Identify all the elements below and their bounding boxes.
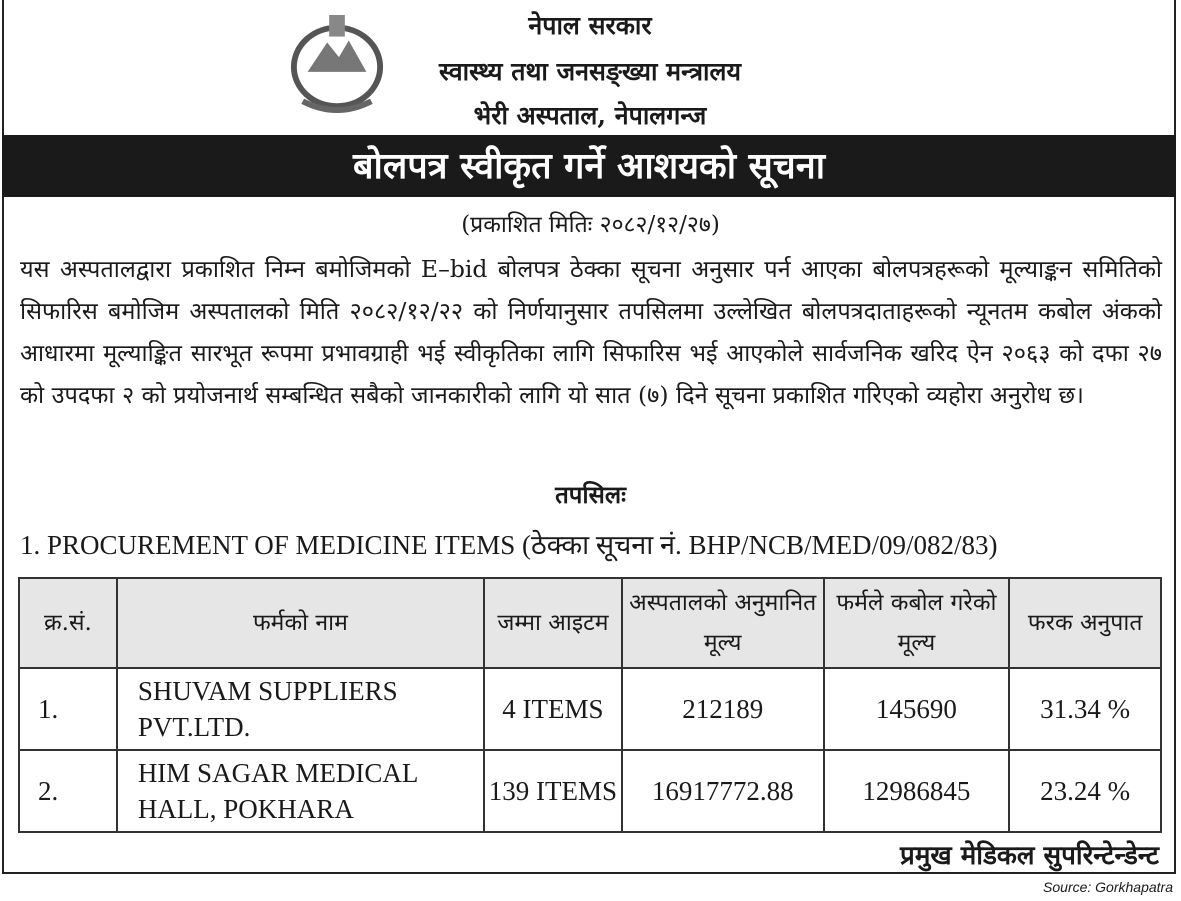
col-header: अस्पतालको अनुमानित मूल्य: [622, 578, 824, 668]
cell-items: 4 ITEMS: [484, 668, 622, 750]
procurement-title: 1. PROCUREMENT OF MEDICINE ITEMS (ठेक्का सूचना नं. BHP/NCB/MED/09/082/83): [20, 530, 998, 560]
cell-firm: HIM SAGAR MEDICAL HALL, POKHARA: [117, 750, 484, 832]
col-header: जम्मा आइटम: [484, 578, 622, 668]
ministry-name: स्वास्थ्य तथा जनसङ्ख्या मन्त्रालय: [439, 57, 741, 86]
govt-name: नेपाल सरकार: [528, 11, 652, 40]
cell-estimate: 16917772.88: [622, 750, 824, 832]
col-header: फरक अनुपात: [1009, 578, 1161, 668]
table-row: [19, 750, 1161, 832]
schedule-label: तपसिलः: [555, 480, 626, 509]
notice-title: बोलपत्र स्वीकृत गर्ने आशयको सूचना: [2, 135, 1176, 197]
cell-firm: SHUVAM SUPPLIERS PVT.LTD.: [117, 668, 484, 750]
source-credit: Source: Gorkhapatra: [1043, 879, 1173, 895]
cell-diff: 23.24 %: [1009, 750, 1161, 832]
col-header: क्र.सं.: [19, 578, 117, 668]
table-header-row: [19, 578, 1161, 668]
cell-sn: 2.: [19, 750, 117, 832]
cell-bid: 12986845: [824, 750, 1010, 832]
nepal-emblem-icon: [288, 12, 386, 116]
hospital-name: भेरी अस्पताल, नेपालगन्ज: [473, 101, 707, 130]
notice-body: यस अस्पतालद्वारा प्रकाशित निम्न बमोजिमको E–bid बोलपत्र ठेक्का सूचना अनुसार पर्न आएका बोलपत्रहरूको मूल्याङ्कन समितिको सिफारिस बमोजिम अस्पतालको मिति २०८२/१२/२२ को निर्णयानुसार तपसिलमा उल्लेखित बोलपत्रदाताहरूको न्यूनतम कबोल अंकको आधारमा मूल्याङ्कित सारभूत रूपमा प्रभावग्राही भई स्वीकृतिका लागि सिफारिस भई आएकोले सार्वजनिक खरिद ऐन २०६३ को दफा २७ को उपदफा २ को प्रयोजनार्थ सम्बन्धित सबैको जानकारीको लागि यो सात (७) दिने सूचना प्रकाशित गरिएको व्यहोरा अनुरोध छ।: [20, 255, 1162, 409]
col-header: फर्मको नाम: [117, 578, 484, 668]
cell-bid: 145690: [824, 668, 1010, 750]
cell-diff: 31.34 %: [1009, 668, 1161, 750]
table-row: [19, 668, 1161, 750]
published-date: (प्रकाशित मितिः २०८२/१२/२७): [461, 212, 720, 238]
col-header: फर्मले कबोल गरेको मूल्य: [824, 578, 1010, 668]
signature: प्रमुख मेडिकल सुपरिन्टेन्डेन्ट: [900, 841, 1159, 871]
cell-items: 139 ITEMS: [484, 750, 622, 832]
cell-estimate: 212189: [622, 668, 824, 750]
cell-sn: 1.: [19, 668, 117, 750]
bid-table: [18, 577, 1162, 833]
